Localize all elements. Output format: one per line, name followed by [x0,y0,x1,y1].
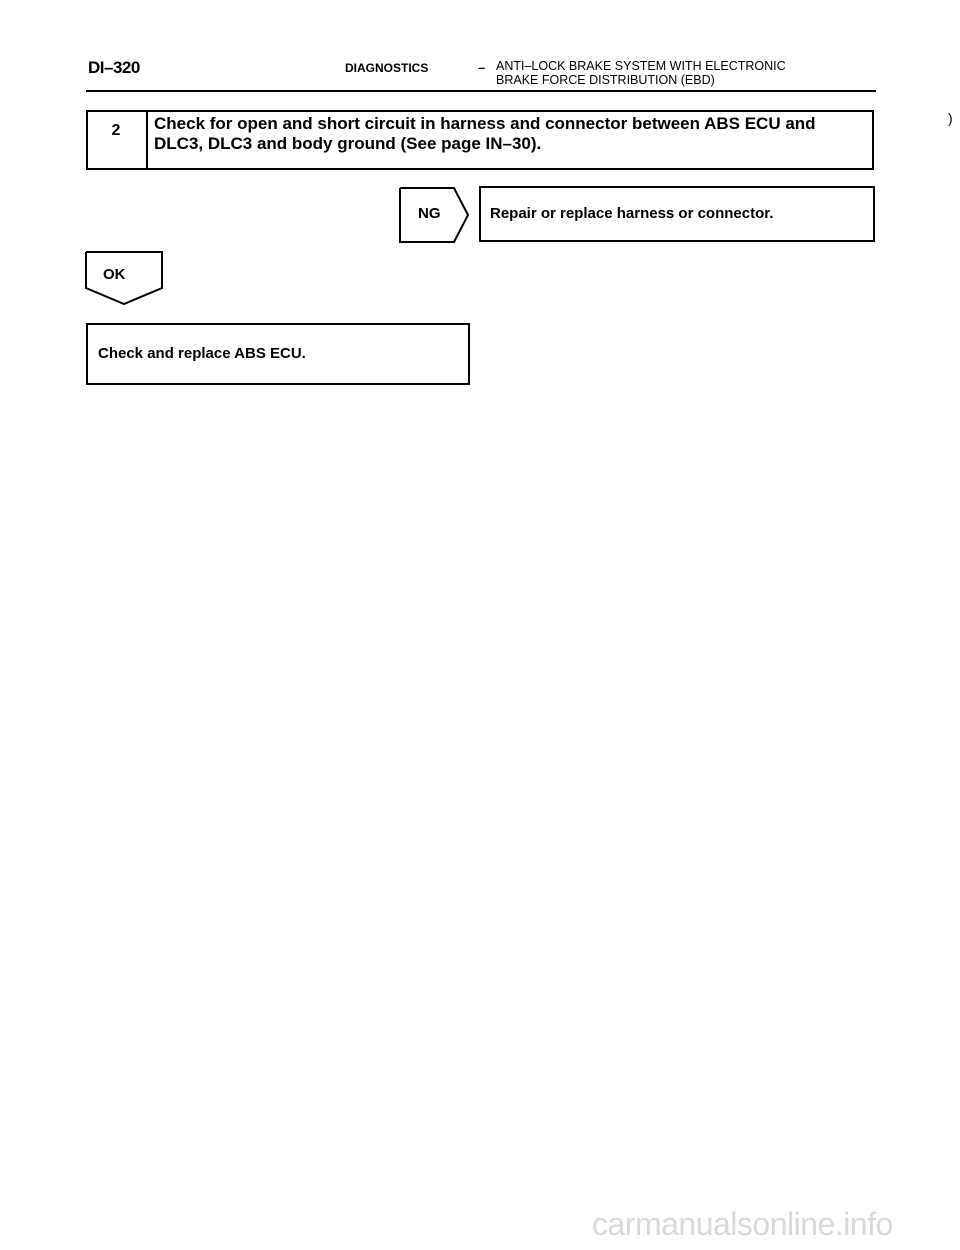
step-divider [146,110,148,170]
chapter-title-line-1: ANTI–LOCK BRAKE SYSTEM WITH ELECTRONIC [496,59,786,73]
ng-label: NG [418,205,441,222]
page-number: DI–320 [88,58,140,77]
step-number: 2 [111,122,121,139]
header-separator: – [478,60,486,75]
step-instruction: Check for open and short circuit in harness and connector between ABS ECU and DLC3, DLC3 and body ground (See page IN–30). [154,114,816,153]
ok-action-text: Check and replace ABS ECU. [98,345,306,362]
margin-mark: ) [948,110,953,126]
header-rule [86,90,876,92]
footer-watermark: carmanualsonline.info [592,1206,893,1242]
chapter-title-line-2: BRAKE FORCE DISTRIBUTION (EBD) [496,73,715,87]
ng-action-text: Repair or replace harness or connector. [490,205,774,222]
section-title: DIAGNOSTICS [345,61,429,75]
ok-label: OK [103,266,126,283]
